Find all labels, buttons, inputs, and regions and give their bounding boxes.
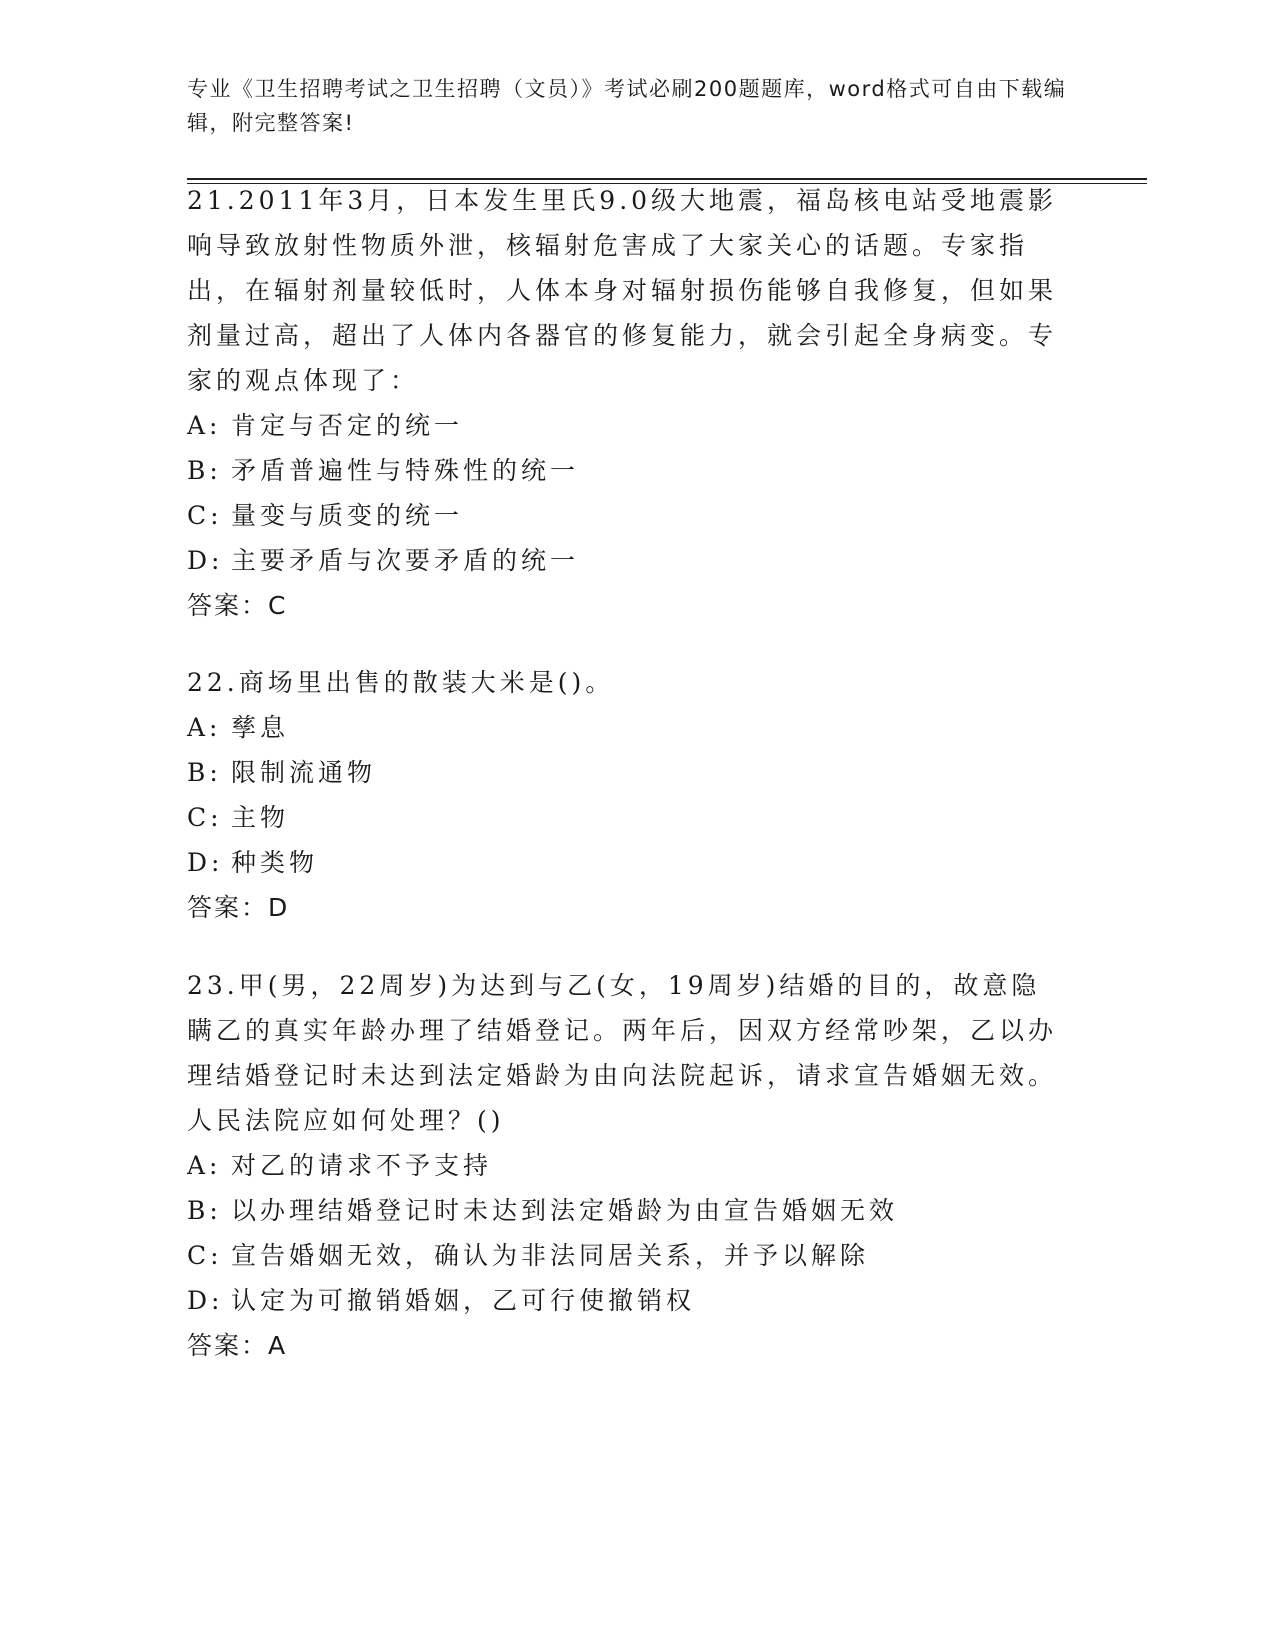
answer-label: 答案：A	[187, 1331, 288, 1360]
option-b	[187, 448, 1067, 493]
question-stem: 22.商场里出售的散装大米是()。	[187, 668, 615, 697]
question-stem: 23.甲(男，22周岁)为达到与乙(女，19周岁)结婚的目的，故意隐瞒乙的真实年龄办理了结婚登记。两年后，因双方经常吵架，乙以办理结婚登记时未达到法定婚龄为由向法院起诉，请求宣告婚姻无效。人民法院应如何处理？()	[187, 971, 1058, 1135]
question-stem: 21.2011年3月，日本发生里氏9.0级大地震，福岛核电站受地震影响导致放射性物质外泄，核辐射危害成了大家关心的话题。专家指出，在辐射剂量较低时，人体本身对辐射损伤能够自我修复，但如果剂量过高，超出了人体内各器官的修复能力，就会引起全身病变。专家的观点体现了：	[187, 186, 1058, 395]
document-header: 专业《卫生招聘考试之卫生招聘（文员）》考试必刷200题题库，word格式可自由下载编辑，附完整答案!	[187, 77, 1067, 135]
option-key: D:	[187, 848, 224, 877]
option-c	[187, 1233, 1067, 1278]
option-key: B:	[187, 456, 222, 485]
option-key: A:	[187, 713, 222, 742]
option-key: D:	[187, 1286, 224, 1315]
option-d	[187, 538, 1067, 583]
option-key: C:	[187, 501, 223, 530]
option-text: 认定为可撤销婚姻，乙可行使撤销权	[231, 1286, 696, 1315]
answer-label: 答案：D	[187, 893, 290, 922]
option-text: 宣告婚姻无效，确认为非法同居关系，并予以解除	[231, 1241, 870, 1270]
option-b	[187, 750, 1067, 795]
option-b	[187, 1188, 1067, 1233]
option-c	[187, 795, 1067, 840]
option-key: B:	[187, 758, 222, 787]
option-text: 孳息	[231, 713, 290, 742]
option-key: A:	[187, 1151, 222, 1180]
option-key: B:	[187, 1196, 222, 1225]
option-text: 以办理结婚登记时未达到法定婚龄为由宣告婚姻无效	[231, 1196, 899, 1225]
option-text: 肯定与否定的统一	[231, 411, 464, 440]
option-text: 量变与质变的统一	[231, 501, 464, 530]
question-21	[187, 178, 1067, 628]
option-text: 对乙的请求不予支持	[231, 1151, 493, 1180]
option-text: 限制流通物	[231, 758, 377, 787]
option-d	[187, 1278, 1067, 1323]
option-c	[187, 493, 1067, 538]
option-key: A:	[187, 411, 222, 440]
option-text: 种类物	[231, 848, 319, 877]
answer-label: 答案：C	[187, 591, 288, 620]
option-a	[187, 705, 1067, 750]
option-text: 主物	[231, 803, 290, 832]
question-23	[187, 963, 1067, 1368]
option-key: C:	[187, 1241, 223, 1270]
option-a	[187, 1143, 1067, 1188]
option-text: 主要矛盾与次要矛盾的统一	[231, 546, 580, 575]
option-key: C:	[187, 803, 223, 832]
option-text: 矛盾普遍性与特殊性的统一	[231, 456, 580, 485]
option-a	[187, 403, 1067, 448]
option-key: D:	[187, 546, 224, 575]
option-d	[187, 840, 1067, 885]
question-22	[187, 660, 1067, 930]
